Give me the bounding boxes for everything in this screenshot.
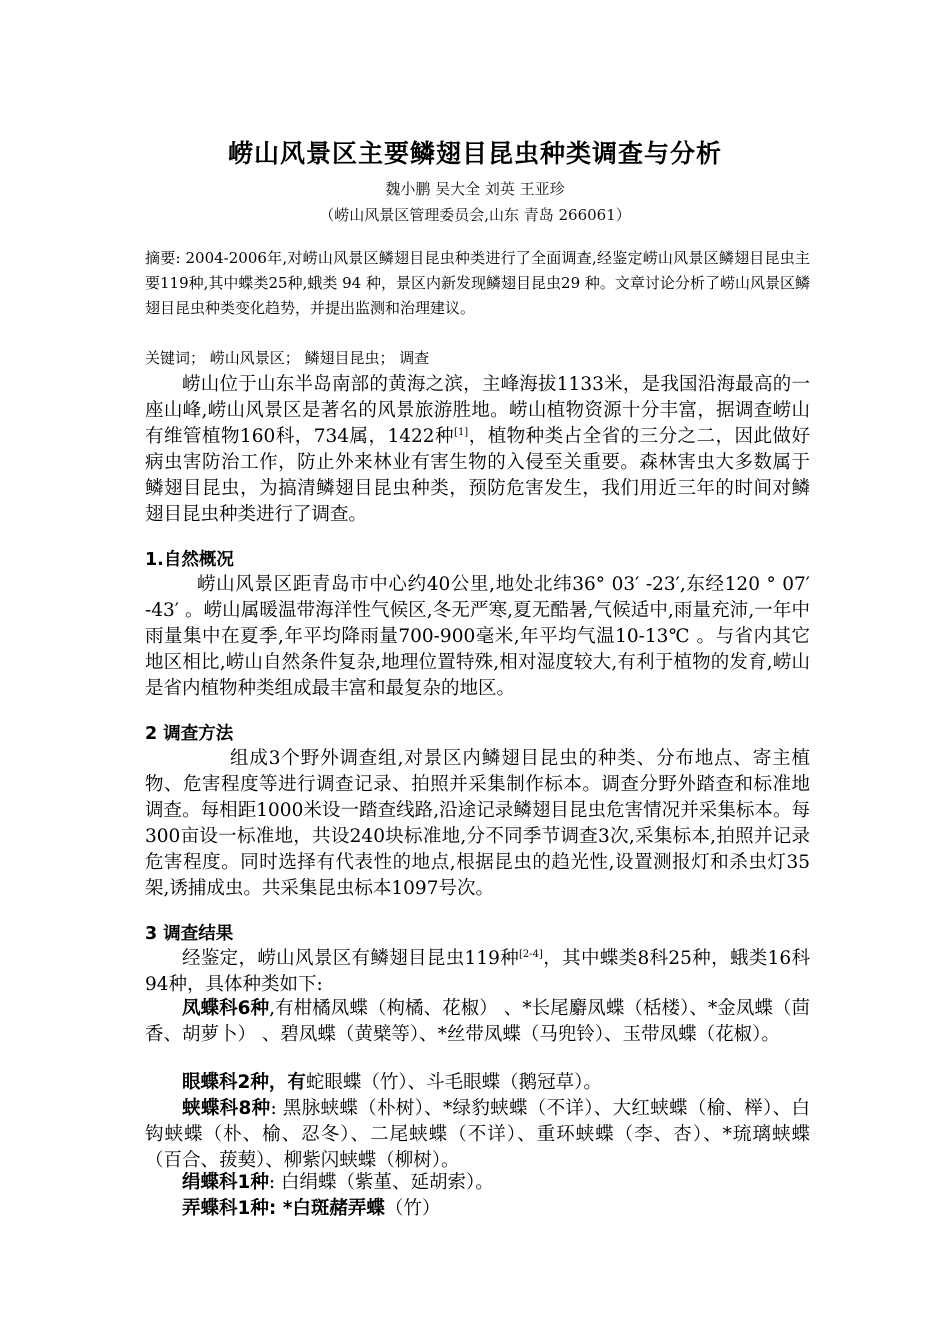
family-nymphalidae [145,1096,810,1174]
section-heading-2: 2 调查方法 [145,724,234,744]
family-name: 凤蝶科6种 [182,998,270,1019]
keywords: 关键词； 崂山风景区； 鳞翅目昆虫； 调查 [145,349,430,367]
citation-ref: [2-4] [519,948,543,960]
affiliation: （崂山风景区管理委员会,山东 青岛 266061） [319,206,631,224]
family-species: ,有柑橘凤蝶（枸橘、花椒） 、*长尾麝凤蝶（栝楼）、*金凤蝶（茴香、胡萝卜） 、碧凤蝶（黄檗等）、*丝带凤蝶（马兜铃）、玉带凤蝶（花椒）。 [145,998,811,1045]
family-parnassiidae [145,1170,810,1196]
page-title: 崂山风景区主要鳞翅目昆虫种类调查与分析 [227,139,722,168]
authors: 魏小鹏 吴大全 刘英 王亚珍 [385,180,565,198]
section-heading-3: 3 调查结果 [145,924,234,944]
family-species: : 白绢蝶（紫堇、延胡索）。 [268,1172,494,1193]
results-text: 经鉴定，崂山风景区有鳞翅目昆虫119种 [182,948,520,969]
family-name: 弄蝶科1种: *白斑赭弄蝶 [182,1198,385,1219]
intro-paragraph [145,372,810,528]
section-heading-1: 1.自然概况 [145,550,234,570]
family-name: 眼蝶科2种，有 [182,1072,306,1093]
family-species: （竹） [384,1198,441,1219]
intro-text-cont: ，植物种类占全省的三分之二，因此做好病虫害防治工作，防止外来林业有害生物的入侵至关重要。森林害虫大多数属于鳞翅目昆虫，为搞清鳞翅目昆虫种类，预防危害发生，我们用近三年的时间对鳞翅目昆虫种类进行了调查。 [145,426,810,525]
results-text-cont: ，其中蝶类8科25种，蛾类16科94种，具体种类如下: [145,948,810,995]
family-species: : 黑脉蛱蝶（朴树）、*绿豹蛱蝶（不详）、大红蛱蝶（榆、榉）、白钩蛱蝶（朴、榆、忍冬）、二尾蛱蝶（不详）、重环蛱蝶（李、杏）、*琉璃蛱蝶（百合、菝葜）、柳紫闪蛱蝶（柳树）。 [145,1098,810,1171]
abstract: 摘要: 2004-2006年,对崂山风景区鳞翅目昆虫种类进行了全面调查,经鉴定崂山风景区鳞翅目昆虫主要119种,其中蝶类25种,蛾类 94 种，景区内新发现鳞翅目昆虫29 种。文章讨论分析了崂山风景区鳞翅目昆虫种类变化趋势，并提出监测和治理建议。 [145,249,810,317]
citation-ref: [1] [454,426,469,438]
family-papilionidae [145,996,810,1048]
family-name: 绢蝶科1种 [182,1172,269,1193]
family-satyridae [145,1070,810,1096]
section-3-paragraph [145,946,810,998]
family-species: 蛇眼蝶（竹）、斗毛眼蝶（鹅冠草）。 [305,1072,602,1093]
section-1-paragraph: 崂山风景区距青岛市中心约40公里,地处北纬36° 03′ -23′,东经120 ° 07′ -43′ 。崂山属暖温带海洋性气候区,冬无严寒,夏无酷暑,气候适中,雨量充沛,一年中雨量集中在夏季,年平均降雨量700-900毫米,年平均气温10-13℃ 。与省内其它地区相比,崂山自然条件复杂,地理位置特殊,相对湿度较大,有利于植物的发育,崂山是省内植物种类组成最丰富和最复杂的地区。 [145,574,810,699]
intro-text: 崂山位于山东半岛南部的黄海之滨，主峰海拔1133米，是我国沿海最高的一座山峰,崂山风景区是著名的风景旅游胜地。崂山植物资源十分丰富，据调查崂山有维管植物160科，734属，1422种 [145,374,810,447]
family-hesperiidae [145,1196,810,1222]
family-name: 蛱蝶科8种 [182,1098,271,1119]
section-2-paragraph: 组成3个野外调查组,对景区内鳞翅目昆虫的种类、分布地点、寄主植物、危害程度等进行调查记录、拍照并采集制作标本。调查分野外踏查和标准地调查。每相距1000米设一踏查线路,沿途记录鳞翅目昆虫危害情况并采集标本。每300亩设一标准地，共设240块标准地,分不同季节调查3次,采集标本,拍照并记录危害程度。同时选择有代表性的地点,根据昆虫的趋光性,设置测报灯和杀虫灯35架,诱捕成虫。共采集昆虫标本1097号次。 [145,748,810,899]
